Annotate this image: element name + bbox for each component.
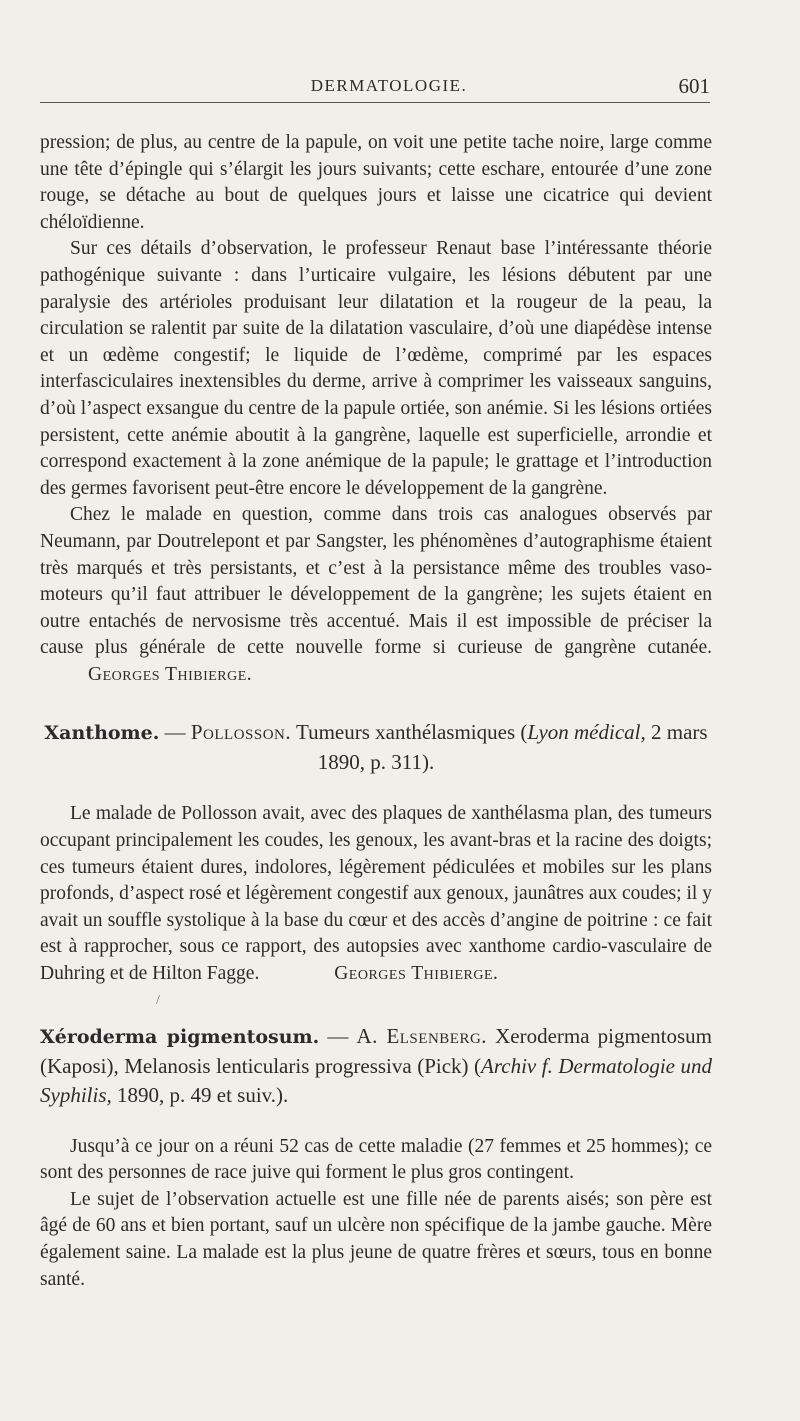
heading-dash: — bbox=[159, 720, 191, 745]
paragraph-xeroderma-case: Le sujet de l’observation actuelle est une fille née de parents aisés; son père est âgé de 60 ans et bien portant, sauf un ulcère non spécifique de la jambe gauche. Mère également saine. La malade est la plus jeune de quatre frères et sœurs, tous en bonne santé. bbox=[40, 1188, 712, 1290]
page-body bbox=[40, 130, 712, 1293]
heading-title: Xeroderma pigmentosum (Kaposi), Melanosis lenticularis progressiva (Pick) ( bbox=[40, 1023, 712, 1078]
heading-subject: Xéroderma pigmentosum. bbox=[40, 1025, 320, 1048]
heading-reference: 1890, p. 49 et suiv.). bbox=[111, 1082, 289, 1107]
running-head-title: DERMATOLOGIE. bbox=[310, 76, 468, 95]
heading-journal: Archiv f. Dermatologie und Syphilis, bbox=[40, 1053, 712, 1107]
paragraph-case-discussion bbox=[40, 502, 712, 688]
article-heading-xanthome bbox=[40, 718, 712, 777]
heading-title: Tumeurs xanthélasmiques ( bbox=[291, 720, 528, 745]
page-number: 601 bbox=[678, 74, 710, 98]
author-signature: Georges Thibierge. bbox=[88, 663, 253, 685]
author-signature: Georges Thibierge. bbox=[334, 963, 499, 985]
heading-dash: — bbox=[319, 1023, 357, 1048]
article-heading-xeroderma bbox=[40, 1022, 712, 1110]
heading-author: A. Elsenberg. bbox=[356, 1023, 488, 1048]
heading-author: Pollosson. bbox=[190, 720, 292, 745]
stray-pencil-mark: / bbox=[156, 993, 160, 1008]
paragraph-xanthome bbox=[40, 801, 712, 987]
heading-journal: Lyon médical, bbox=[527, 720, 646, 745]
heading-reference: 2 mars 1890, p. 311). bbox=[317, 720, 708, 775]
heading-subject: Xanthome. bbox=[44, 722, 160, 745]
paragraph-text: Chez le malade en question, comme dans trois cas analogues observés par Neumann, par Doutrelepont et par Sangster, les phénomènes d’autographisme étaient très marqués et très persistants, et c’est à la persistance même des troubles vaso-moteurs qu’il faut attribuer le développement de la gangrène; les sujets étaient en outre entachés de nervosisme très accentué. Mais il est impossible de préciser la cause plus générale de cette nouvelle forme si curieuse de gangrène cutanée. bbox=[40, 504, 712, 659]
paragraph-renaut-theory: Sur ces détails d’observation, le professeur Renaut base l’intéressante théorie pathogénique suivante : dans l’urticaire vulgaire, les lésions débutent par une paralysie des artérioles produisant leur dilatation et la rougeur de la peau, la circulation se ralentit par suite de la dilatation vasculaire, d’où une diapédèse intense et un œdème congestif; le liquide de l’œdème, comprimé par les espaces interfasciculaires inextensibles du derme, arrive à comprimer les vaisseaux sanguins, d’où l’aspect exsangue du centre de la papule ortiée, son anémie. Si les lésions ortiées persistent, cette anémie aboutit à la gangrène, laquelle est superficielle, arrondie et correspond exactement à la zone anémique de la papule; le grattage et l’introduction des germes favorisent peut-être encore le développement de la gangrène. bbox=[40, 238, 712, 499]
paragraph-text: Le malade de Pollosson avait, avec des plaques de xanthélasma plan, des tumeurs occupant principalement les coudes, les genoux, les avant-bras et la racine des doigts; ces tumeurs étaient dures, indolores, légèrement pédiculées et mobiles sur les plans profonds, d’aspect rosé et légèrement congestif aux genoux, jaunâtres aux coudes; il y avait un souffle systolique à la base du cœur et des accès d’angine de poitrine : ce fait est à rapprocher, sous ce rapport, des autopsies avec xanthome cardio-vasculaire de Duhring et de Hilton Fagge. bbox=[40, 803, 712, 985]
paragraph-continuation: pression; de plus, au centre de la papule, on voit une petite tache noire, large comme une tête d’épingle qui s’élargit les jours suivants; cette eschare, entourée d’une zone rouge, se détache au bout de quelques jours et laisse une cicatrice qui devient chéloïdienne. bbox=[40, 132, 712, 233]
running-head bbox=[40, 74, 710, 103]
paragraph-xeroderma-stats: Jusqu’à ce jour on a réuni 52 cas de cette maladie (27 femmes et 25 hommes); ce sont des personnes de race juive qui forment le plus gros contingent. bbox=[40, 1135, 712, 1184]
